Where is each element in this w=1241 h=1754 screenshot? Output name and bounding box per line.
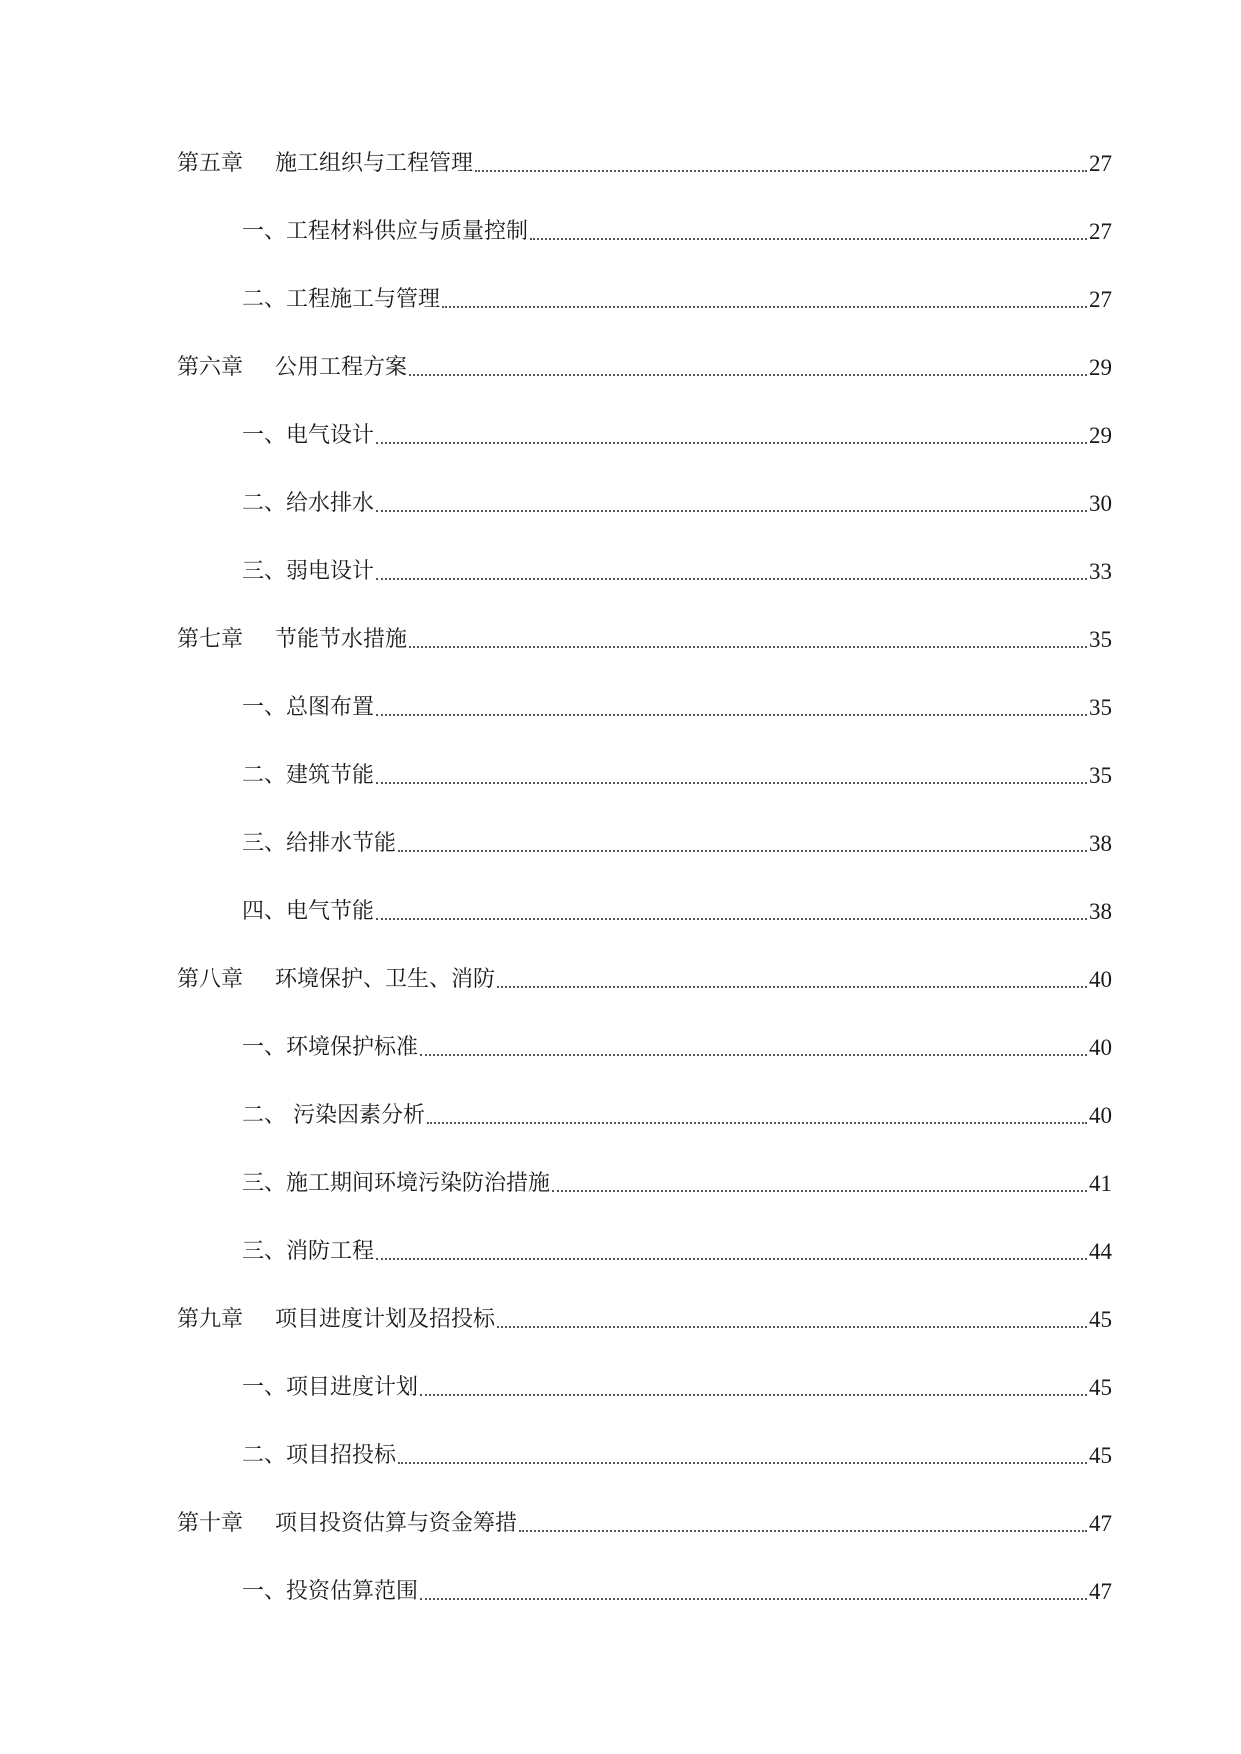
toc-section-entry[interactable]	[242, 820, 1112, 860]
section-title: 一、总图布置	[242, 695, 375, 720]
page-number: 38	[1089, 899, 1112, 924]
section-title: 二、给水排水	[242, 491, 375, 516]
chapter-number: 第十章	[177, 1511, 244, 1536]
page-number: 45	[1089, 1375, 1112, 1400]
page-number: 45	[1089, 1443, 1112, 1468]
page-number: 27	[1089, 219, 1112, 244]
page-number: 30	[1089, 491, 1112, 516]
toc-entry-title	[177, 1306, 495, 1336]
section-title: 一、工程材料供应与质量控制	[242, 219, 529, 244]
toc-entry-title	[177, 626, 407, 656]
toc-section-entry[interactable]	[242, 1092, 1112, 1132]
toc-section-entry[interactable]	[242, 1160, 1112, 1200]
page-number: 47	[1089, 1511, 1112, 1536]
toc-chapter-entry[interactable]	[177, 140, 1112, 180]
toc-section-entry[interactable]	[242, 1568, 1112, 1608]
dot-leader	[376, 578, 1087, 580]
toc-chapter-entry[interactable]	[177, 1296, 1112, 1336]
dot-leader	[376, 1258, 1087, 1260]
toc-section-entry[interactable]	[242, 208, 1112, 248]
page-number: 29	[1089, 355, 1112, 380]
dot-leader	[376, 442, 1087, 444]
dot-leader	[530, 238, 1087, 240]
page-number: 27	[1089, 287, 1112, 312]
chapter-title: 施工组织与工程管理	[275, 151, 474, 176]
section-title: 四、电气节能	[242, 899, 375, 924]
page-number: 47	[1089, 1579, 1112, 1604]
chapter-number: 第七章	[177, 627, 244, 652]
page-number: 40	[1089, 1035, 1112, 1060]
dot-leader	[497, 1326, 1087, 1328]
page-number: 27	[1089, 151, 1112, 176]
page-number: 41	[1089, 1171, 1112, 1196]
dot-leader	[376, 918, 1087, 920]
toc-entry-title	[177, 1510, 517, 1540]
page-number: 35	[1089, 695, 1112, 720]
dot-leader	[409, 374, 1087, 376]
section-title: 三、弱电设计	[242, 559, 375, 584]
chapter-title: 公用工程方案	[275, 355, 408, 380]
toc-chapter-entry[interactable]	[177, 1500, 1112, 1540]
section-title: 一、电气设计	[242, 423, 375, 448]
page-number: 45	[1089, 1307, 1112, 1332]
chapter-title: 项目进度计划及招投标	[275, 1307, 496, 1332]
toc-section-entry[interactable]	[242, 1024, 1112, 1064]
page-number: 33	[1089, 559, 1112, 584]
dot-leader	[552, 1190, 1087, 1192]
toc-section-entry[interactable]	[242, 276, 1112, 316]
page-number: 35	[1089, 763, 1112, 788]
dot-leader	[376, 714, 1087, 716]
dot-leader	[420, 1598, 1087, 1600]
chapter-title: 节能节水措施	[275, 627, 408, 652]
dot-leader	[409, 646, 1087, 648]
section-title: 三、施工期间环境污染防治措施	[242, 1171, 551, 1196]
toc-section-entry[interactable]	[242, 752, 1112, 792]
dot-leader	[398, 850, 1087, 852]
section-title: 一、环境保护标准	[242, 1035, 419, 1060]
dot-leader	[420, 1054, 1087, 1056]
toc-entry-title	[177, 354, 407, 384]
dot-leader	[475, 170, 1087, 172]
dot-leader	[497, 986, 1087, 988]
section-title: 一、投资估算范围	[242, 1579, 419, 1604]
toc-section-entry[interactable]	[242, 412, 1112, 452]
toc-section-entry[interactable]	[242, 480, 1112, 520]
page-number: 38	[1089, 831, 1112, 856]
section-title: 二、工程施工与管理	[242, 287, 441, 312]
toc-chapter-entry[interactable]	[177, 344, 1112, 384]
section-title: 二、 污染因素分析	[242, 1103, 425, 1128]
chapter-title: 项目投资估算与资金筹措	[275, 1511, 518, 1536]
page-number: 29	[1089, 423, 1112, 448]
section-title: 三、给排水节能	[242, 831, 397, 856]
dot-leader	[442, 306, 1087, 308]
toc-entry-title	[177, 966, 495, 996]
dot-leader	[420, 1394, 1087, 1396]
chapter-number: 第八章	[177, 967, 244, 992]
toc-section-entry[interactable]	[242, 684, 1112, 724]
page-number: 35	[1089, 627, 1112, 652]
dot-leader	[376, 782, 1087, 784]
chapter-number: 第五章	[177, 151, 244, 176]
toc-chapter-entry[interactable]	[177, 956, 1112, 996]
toc-section-entry[interactable]	[242, 1228, 1112, 1268]
page-number: 40	[1089, 1103, 1112, 1128]
chapter-number: 第九章	[177, 1307, 244, 1332]
section-title: 三、消防工程	[242, 1239, 375, 1264]
toc-entry-title	[177, 150, 473, 180]
page-number: 40	[1089, 967, 1112, 992]
section-title: 一、项目进度计划	[242, 1375, 419, 1400]
toc-section-entry[interactable]	[242, 1432, 1112, 1472]
toc-chapter-entry[interactable]	[177, 616, 1112, 656]
dot-leader	[398, 1462, 1087, 1464]
toc-section-entry[interactable]	[242, 548, 1112, 588]
section-title: 二、建筑节能	[242, 763, 375, 788]
page-number: 44	[1089, 1239, 1112, 1264]
section-title: 二、项目招投标	[242, 1443, 397, 1468]
dot-leader	[427, 1122, 1087, 1124]
toc-section-entry[interactable]	[242, 1364, 1112, 1404]
chapter-number: 第六章	[177, 355, 244, 380]
toc-section-entry[interactable]	[242, 888, 1112, 928]
dot-leader	[376, 510, 1087, 512]
dot-leader	[519, 1530, 1087, 1532]
chapter-title: 环境保护、卫生、消防	[275, 967, 496, 992]
